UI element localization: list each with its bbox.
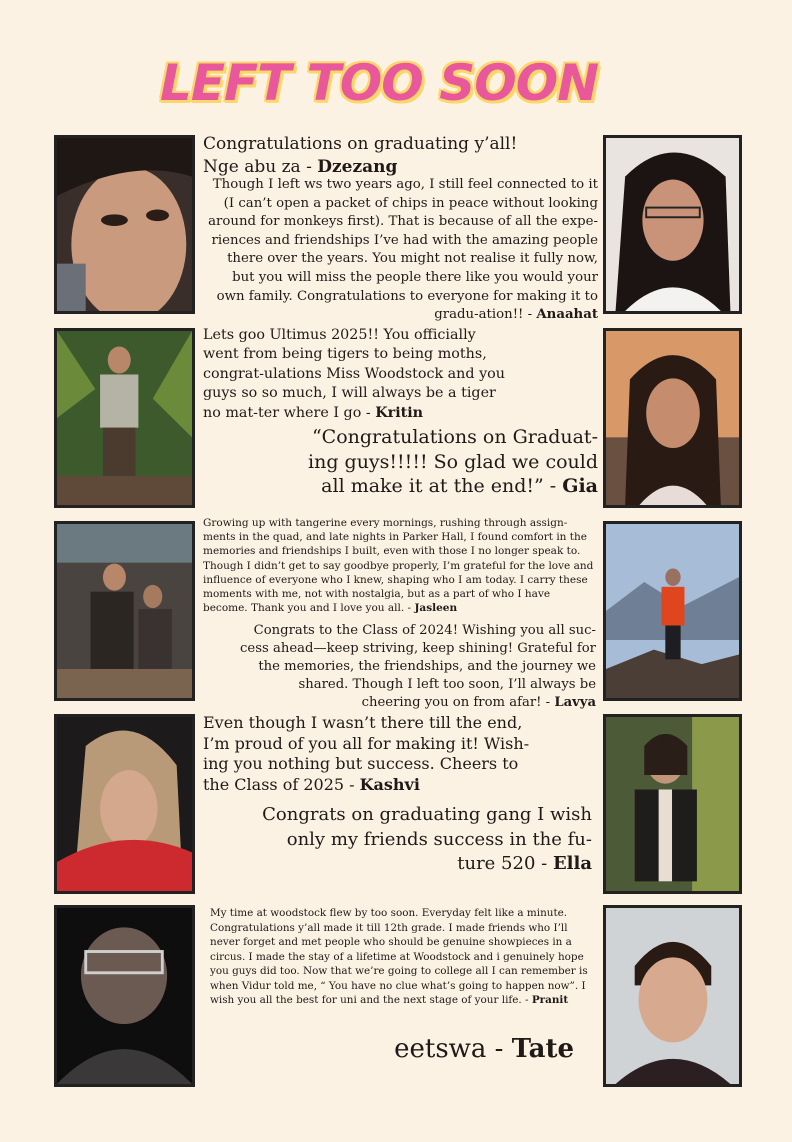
author-name: Jasleen	[414, 602, 458, 615]
message-kritin	[203, 326, 513, 423]
message-kashvi	[203, 713, 533, 795]
message-lavya	[240, 622, 596, 712]
author-name: Lavya	[554, 695, 596, 710]
page-title: LEFT TOO SOON	[160, 54, 599, 112]
photo-kritin	[54, 328, 195, 508]
message-tate	[330, 1032, 574, 1066]
photo-jasleen	[54, 521, 195, 701]
message-anaahat	[206, 176, 598, 325]
author-name: Anaahat	[536, 307, 598, 323]
message-pranit	[210, 906, 596, 1008]
message-text: Congratulations on graduating y’all! Nge abu za -	[203, 134, 518, 177]
message-ella	[262, 803, 592, 877]
photo-ella	[603, 714, 742, 894]
message-text: Growing up with tangerine every mornings, rushing through assign-ments in the quad, and late nights in Parker Hall, I found comfort in the memories and friendships I built, even with those I no longer speak to. Though I didn’t get to say goodbye properly, I’m grateful for the love and influence of everyone who I knew, shaping who I am today. I carry these moments with me, not with nostalgia, but as a part of who I have become. Thank you and I love you all. -	[203, 517, 594, 615]
author-name: Gia	[562, 475, 598, 497]
message-jasleen	[203, 516, 596, 615]
photo-dzezang	[54, 135, 195, 314]
author-name: Kritin	[375, 404, 424, 421]
author-name: Ella	[552, 853, 592, 874]
author-name: Pranit	[531, 994, 569, 1006]
message-text: Though I left ws two years ago, I still feel connected to it (I can’t open a packet of chips in peace without looking around for monkeys first). That is because of all the expe-riences and friendships I’ve had with the amazing people there over the years. You might not realise it fully now, but you will miss the people there like you would your own family. Congratulations to everyone for making it to gradu-ation!! -	[208, 177, 598, 323]
message-text: Congrats on graduating gang I wish only my friends success in the fu-ture 520 -	[262, 804, 592, 874]
photo-gia	[603, 328, 742, 508]
photo-kashvi	[54, 714, 195, 894]
message-text: Congrats to the Class of 2024! Wishing you all suc-cess ahead—keep striving, keep shining! Grateful for the memories, the friendships, and the journey we shared. Though I left too soon, I’ll always be cheering you on from afar! -	[240, 623, 596, 710]
author-name: Kashvi	[359, 774, 420, 794]
message-text: My time at woodstock flew by too soon. Everyday felt like a minute. Congratulations y’all made it till 12th grade. I made friends who I’ll never forget and met people who should be genuine showpieces in a circus. I made the stay of a lifetime at Woodstock and i genuinely hope you guys did too. Now that we’re going to college all I can remember is when Vidur told me, “ You have no clue what’s going to happen now”. I wish you all the best for uni and the next stage of your life. -	[210, 907, 588, 1006]
message-text: Lets goo Ultimus 2025!! You officially went from being tigers to being moths, congrat-ulations Miss Woodstock and you guys so so much, I will always be a tiger no mat-ter where I go -	[203, 327, 505, 421]
message-gia	[300, 425, 598, 499]
message-text: Even though I wasn’t there till the end, I’m proud of you all for making it! Wish-ing you nothing but success. Cheers to the Class of 2025 -	[203, 713, 530, 794]
message-text: “Congratulations on Graduat-ing guys!!!!! So glad we could all make it at the end!” -	[308, 426, 598, 497]
photo-tate	[603, 905, 742, 1087]
message-dzezang	[203, 133, 533, 179]
photo-pranit	[54, 905, 195, 1087]
author-name: Dzezang	[317, 157, 398, 177]
message-text: eetswa -	[394, 1034, 512, 1064]
photo-anaahat	[603, 135, 742, 314]
author-name: Tate	[511, 1034, 574, 1064]
photo-lavya	[603, 521, 742, 701]
